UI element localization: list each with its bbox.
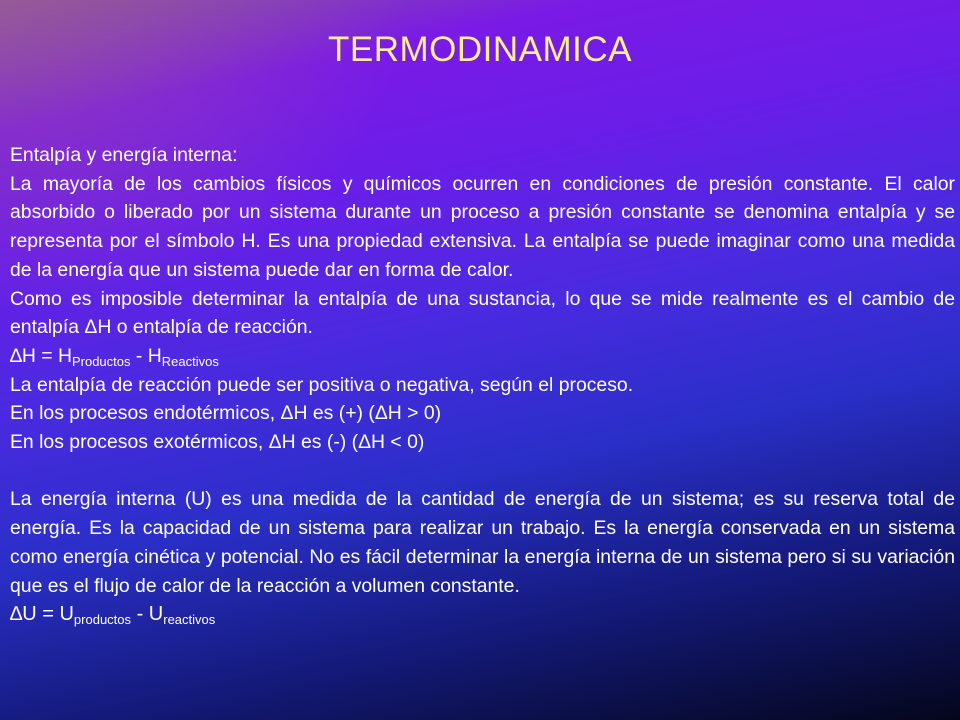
formula-u-sub-products: productos — [73, 612, 132, 628]
formula-h-lhs: ∆H = H — [10, 344, 72, 367]
enthalpy-sign-line: La entalpía de reacción puede ser positiva o negativa, según el proceso. — [10, 373, 634, 396]
formula-u-lhs: ∆U = U — [10, 603, 74, 626]
formula-h-mid: - H — [130, 344, 162, 367]
formula-u-sub-reactants: reactivos — [163, 612, 216, 628]
internal-energy-formula — [10, 600, 955, 629]
formula-h-sub-products: Productos — [71, 353, 131, 369]
blank-spacer — [10, 457, 955, 486]
internal-energy-paragraph: La energía interna (U) es una medida de la cantidad de energía de un sistema; es su reserva total de energía. Es la capacidad de un sistema para realizar un trabajo. Es la energía conservada en un sistema como energía cinética y potencial. No es fácil determinar la energía interna de un sistema pero si su variación que es el flujo de calor de la reacción a volumen constante. — [10, 488, 955, 597]
enthalpy-formula — [10, 342, 955, 371]
formula-u-mid: - U — [131, 603, 164, 626]
slide-content — [10, 141, 955, 629]
exothermic-line: En los procesos exotérmicos, ΔH es (-) (ΔH < 0) — [10, 431, 425, 454]
enthalpy-paragraph: La mayoría de los cambios físicos y químicos ocurren en condiciones de presión constante. El calor absorbido o liberado por un sistema durante un proceso a presión constante se denomina entalpía y se representa por el símbolo H. Es una propiedad extensiva. La entalpía se puede imaginar como una medida de la energía que un sistema puede dar en forma de calor. — [10, 172, 955, 281]
formula-h-sub-reactants: Reactivos — [161, 353, 219, 369]
endothermic-line: En los procesos endotérmicos, ΔH es (+) (ΔH > 0) — [10, 402, 442, 425]
section-heading: Entalpía y energía interna: — [10, 144, 238, 166]
slide-title: TERMODINAMICA — [328, 30, 632, 69]
enthalpy-change-paragraph: Como es imposible determinar la entalpía de una sustancia, lo que se mide realmente es el cambio de entalpía ΔH o entalpía de reacción. — [10, 287, 955, 339]
